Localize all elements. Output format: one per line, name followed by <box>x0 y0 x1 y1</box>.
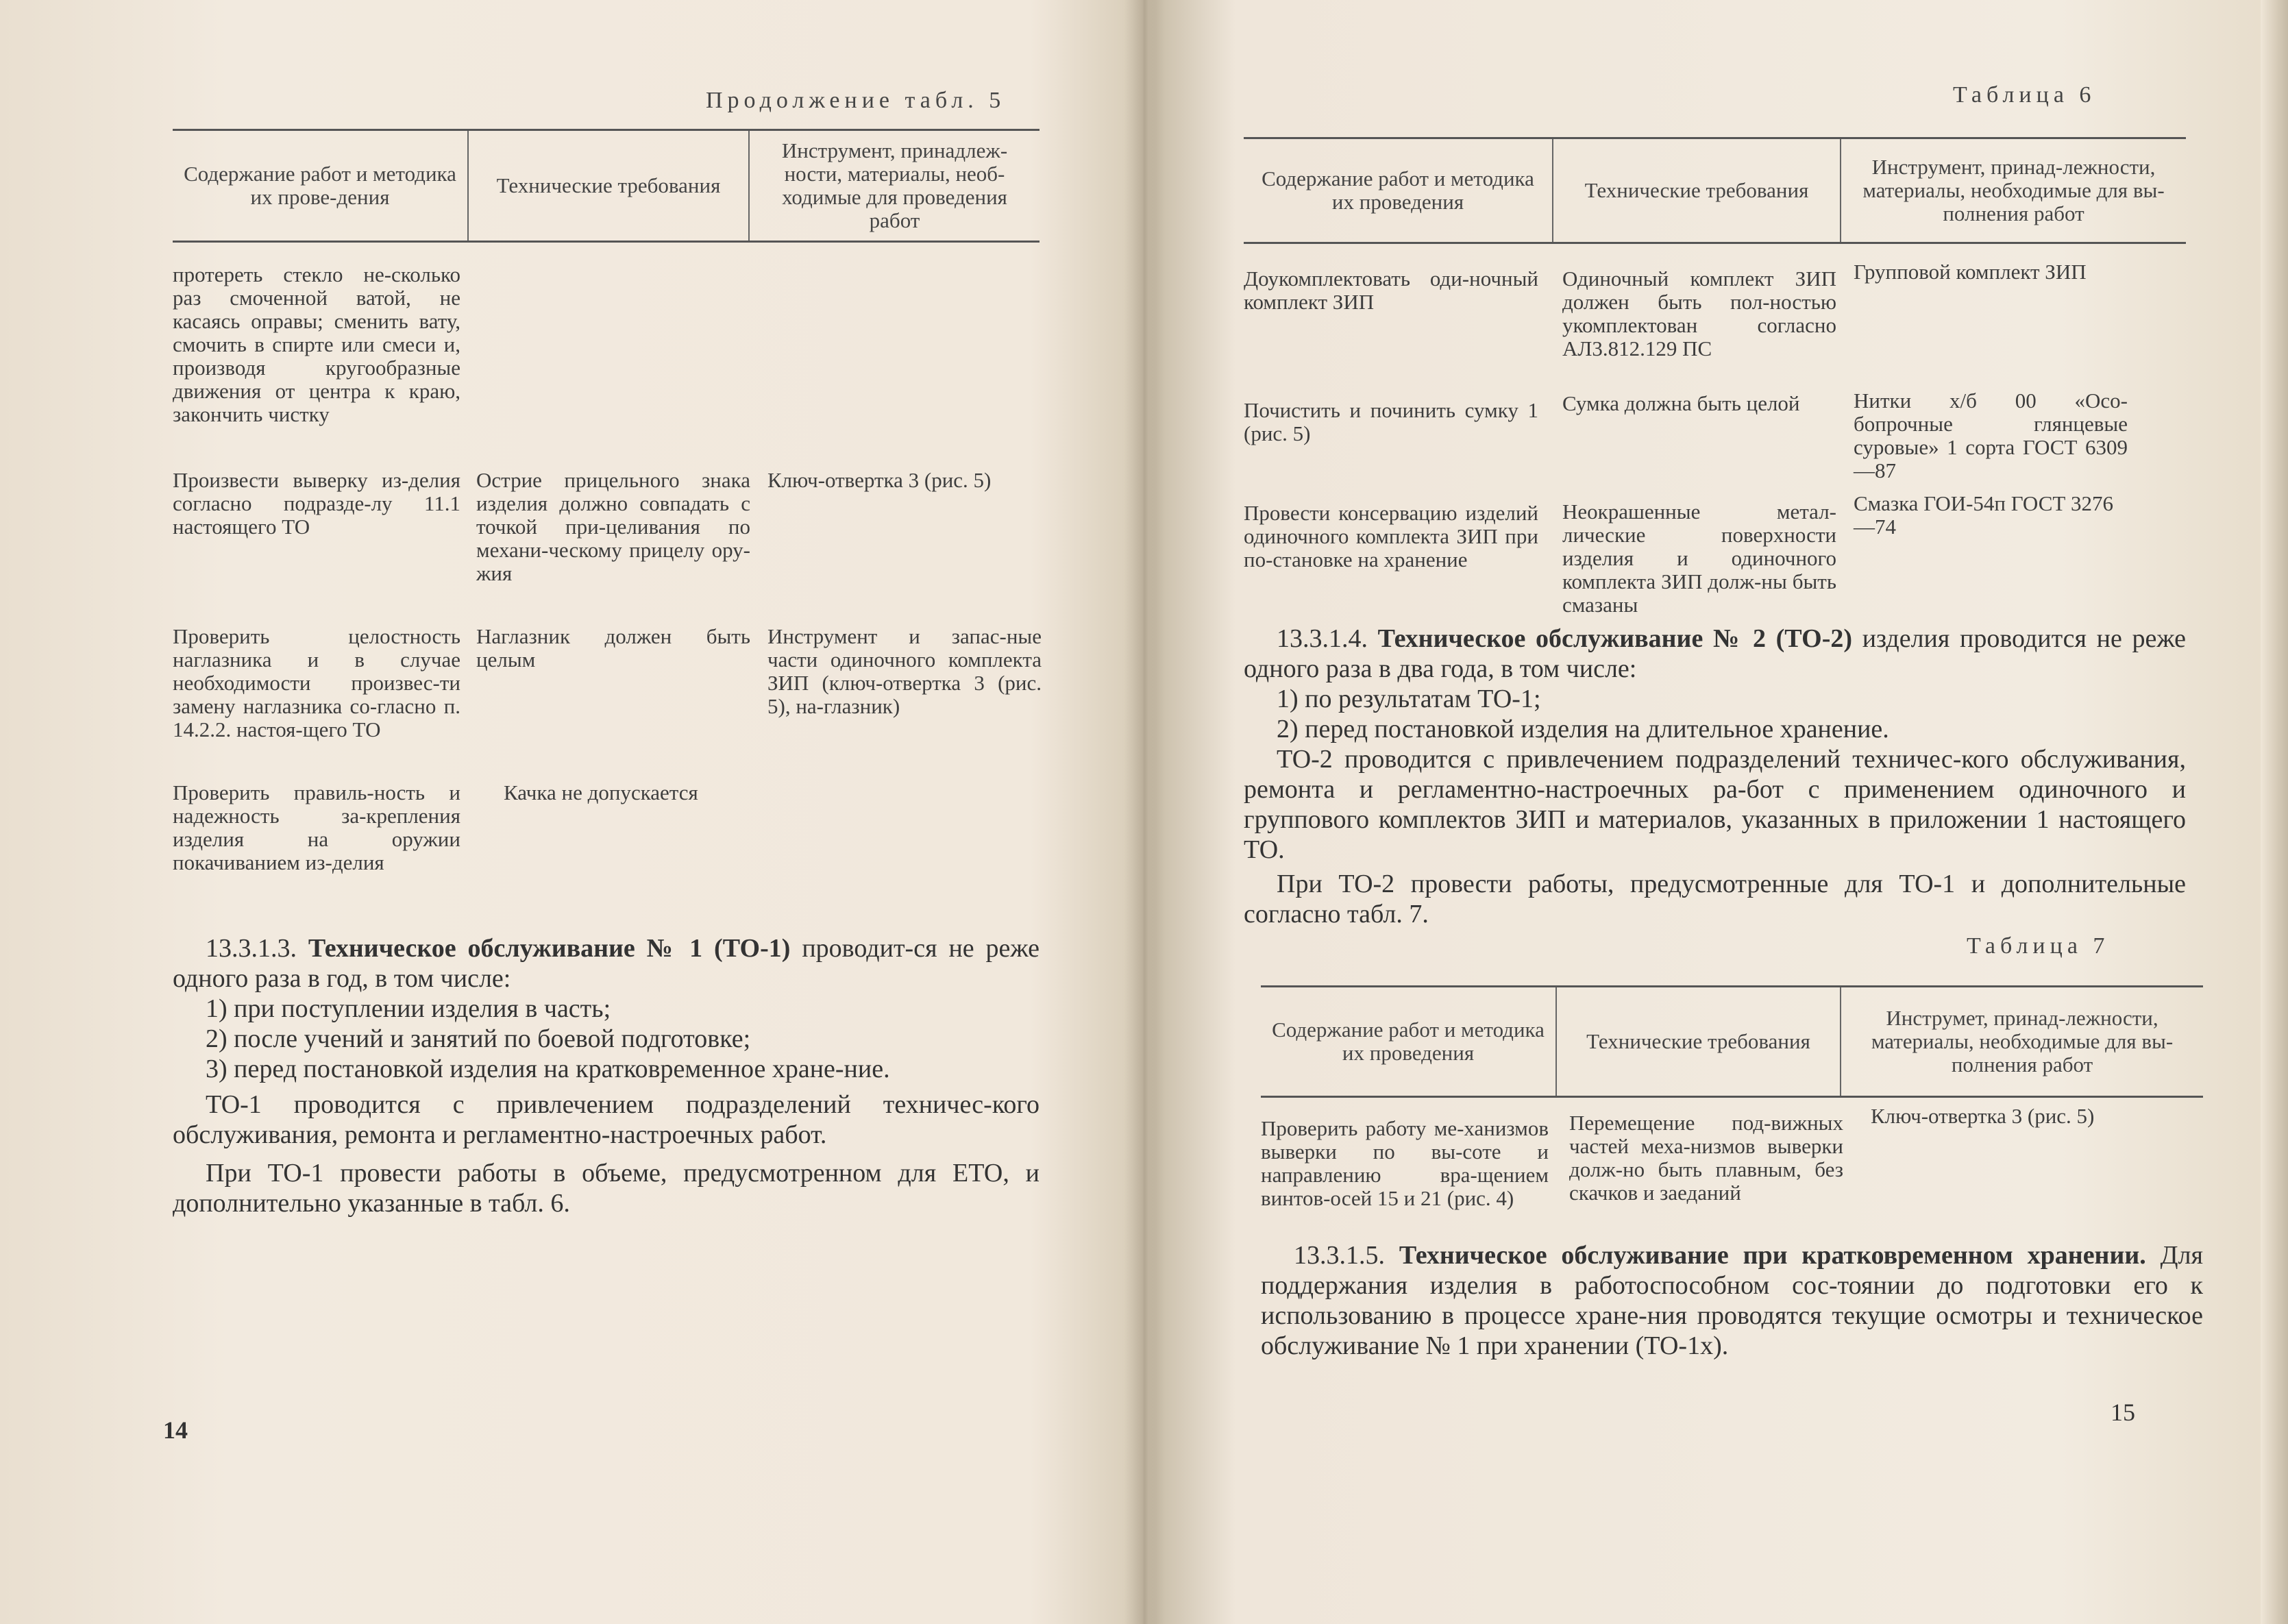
table-cell: Смазка ГОИ-54п ГОСТ 3276—74 <box>1854 491 2114 539</box>
table6-header <box>1244 137 2186 244</box>
left-page <box>0 0 1137 1624</box>
section-13-3-1-4 <box>1244 624 2186 929</box>
list-item: 1) по результатам ТО-1; <box>1277 685 1541 713</box>
section-number: 13.3.1.5. <box>1294 1241 1385 1270</box>
paragraph: ТО-2 проводится с привлечением подразделений техничес-кого обслуживания, ремонта и регламентно-настроечных ра-бот с применением одиночного и группового комплектов ЗИП и материалов, указанных в приложении 1 настоящего ТО. <box>1244 745 2186 864</box>
table-cell: Групповой комплект ЗИП <box>1854 260 2087 284</box>
table7-header <box>1261 985 2203 1098</box>
table-caption: Продолжение табл. 5 <box>706 88 1006 113</box>
section-text: Для поддержания изделия в работоспособном сос-тоянии до подготовки его к использованию в процессе хране-ния проводятся текущие осмотры и техническое обслуживание № 1 при хранении (ТО-1х). <box>1261 1241 2203 1360</box>
table-cell: Проверить работу ме-ханизмов выверки по вы-соте и направлению вра-щением винтов-осей 15 и 21 (рис. 4) <box>1261 1116 1549 1210</box>
list-item: 2) перед постановкой изделия на длительное хранение. <box>1277 715 1889 743</box>
table-cell: Ключ-отвертка 3 (рис. 5) <box>767 468 992 492</box>
header-cell: Инструмет, принад-лежности, материалы, необходимые для вы-полнения работ <box>1840 987 2203 1096</box>
header-cell: Содержание работ и методика их прове-дения <box>184 162 456 209</box>
section-number: 13.3.1.3. <box>206 934 297 963</box>
table-cell: Одиночный комплект ЗИП должен быть пол-ностью укомплектован согласно АЛ3.812.129 ПС <box>1562 267 1836 360</box>
table-cell: Сумка должна быть целой <box>1562 391 1800 415</box>
section-number: 13.3.1.4. <box>1277 624 1368 653</box>
paragraph: При ТО-1 провести работы в объеме, предусмотренном для ЕТО, и дополнительно указанные в табл. 6. <box>173 1159 1040 1218</box>
section-13-3-1-5 <box>1261 1240 2203 1361</box>
table-cell: Ключ-отвертка 3 (рис. 5) <box>1871 1104 2095 1128</box>
table-cell: Инструмент и запас-ные части одиночного комплекта ЗИП (ключ-отвертка 3 (рис. 5), на-глазник) <box>767 624 1042 718</box>
table-cell: Наглазник должен быть целым <box>476 624 750 672</box>
table-cell: протереть стекло не-сколько раз смоченной ватой, не касаясь оправы; сменить вату, смочить в спирте или смеси и, производя кругообразные движения от центра к краю, закончить чистку <box>173 262 460 426</box>
page-edge <box>2261 0 2288 1624</box>
table-caption: Таблица 7 <box>1967 933 2110 959</box>
header-cell: Технические требования <box>467 131 748 241</box>
paragraph: При ТО-2 провести работы, предусмотренные для ТО-1 и дополнительные согласно табл. 7. <box>1244 870 2186 928</box>
section-title: Техническое обслуживание № 1 (ТО-1) <box>308 934 791 963</box>
list-item: 2) после учений и занятий по боевой подготовке; <box>206 1024 751 1053</box>
section-text: проводит-ся не реже одного раза в год, в том числе: <box>173 934 1040 993</box>
header-cell: Технические требования <box>1555 987 1840 1096</box>
list-item: 3) перед постановкой изделия на кратковременное хране-ние. <box>206 1055 890 1083</box>
section-title: Техническое обслуживание при кратковременном хранении. <box>1399 1241 2146 1270</box>
section-text: изделия проводится не реже одного раза в два года, в том числе: <box>1244 624 2187 683</box>
table-header <box>173 129 1040 243</box>
table-cell: Произвести выверку из-делия согласно подразде-лу 11.1 настоящего ТО <box>173 468 460 539</box>
table-cell: Нитки х/б 00 «Осо-бопрочные глянцевые суровые» 1 сорта ГОСТ 6309—87 <box>1854 389 2128 482</box>
table-cell: Проверить правиль-ность и надежность за-крепления изделия на оружии покачиванием из-делия <box>173 780 460 874</box>
header-cell: Содержание работ и методика их проведения <box>1272 1018 1545 1065</box>
page-number: 14 <box>163 1416 188 1444</box>
header-cell: Содержание работ и методика их проведения <box>1262 167 1534 214</box>
section-title: Техническое обслуживание № 2 (ТО-2) <box>1377 624 1853 653</box>
page-number: 15 <box>2111 1399 2135 1426</box>
right-page <box>1165 0 2261 1624</box>
header-cell: Инструмент, принад-лежности, материалы, необходимые для вы-полнения работ <box>1840 139 2186 242</box>
table-cell: Неокрашенные метал-лические поверхности изделия и одиночного комплекта ЗИП долж-ны быть смазаны <box>1562 500 1836 617</box>
table-cell: Острие прицельного знака изделия должно совпадать с точкой при-целивания по механи-ческому прицелу ору-жия <box>476 468 750 585</box>
header-cell: Технические требования <box>1552 139 1840 242</box>
table-cell: Почистить и починить сумку 1 (рис. 5) <box>1244 398 1538 445</box>
header-cell: Инструмент, принадлеж-ности, материалы, необ-ходимые для проведения работ <box>748 131 1040 241</box>
table-cell: Провести консервацию изделий одиночного комплекта ЗИП при по-становке на хранение <box>1244 501 1538 571</box>
table-cell: Перемещение под-вижных частей меха-низмов выверки долж-но быть плавным, без скачков и заеданий <box>1569 1111 1843 1205</box>
table-cell: Доукомплектовать оди-ночный комплект ЗИП <box>1244 267 1538 314</box>
table-caption: Таблица 6 <box>1953 82 2096 108</box>
paragraph: ТО-1 проводится с привлечением подразделений техничес-кого обслуживания, ремонта и регламентно-настроечных работ. <box>173 1090 1040 1149</box>
table-cell: Проверить целостность наглазника и в случае необходимости произвес-ти замену наглазника со-гласно п. 14.2.2. настоя-щего ТО <box>173 624 460 741</box>
table-cell: Качка не допускается <box>504 780 698 804</box>
list-item: 1) при поступлении изделия в часть; <box>206 994 611 1023</box>
section-13-3-1-3 <box>173 933 1040 1218</box>
